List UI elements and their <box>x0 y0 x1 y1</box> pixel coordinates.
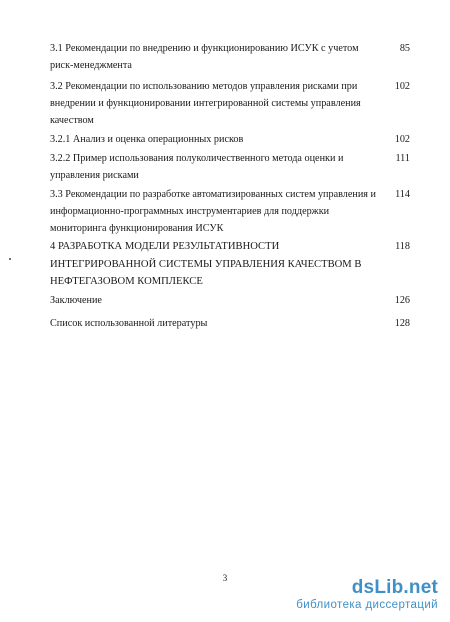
toc-entry-page: 118 <box>395 241 410 252</box>
toc-entry-line: информационно-программных инструментариев для поддержки <box>50 206 330 217</box>
toc-entry-page: 85 <box>399 43 410 54</box>
toc-entry-page: 128 <box>394 318 410 329</box>
toc-entry-chapter-4[interactable] <box>50 238 410 291</box>
toc-entry-conclusion[interactable] <box>50 292 410 309</box>
toc-entry-title <box>50 131 370 148</box>
margin-dot <box>9 258 11 260</box>
toc-entry-line: 3.2.2 Пример использования полуколичественного метода оценки и <box>50 153 344 164</box>
toc-entry-page: 126 <box>394 295 410 306</box>
toc-entry-line: ИНТЕГРИРОВАННОЙ СИСТЕМЫ УПРАВЛЕНИЯ КАЧЕСТВОМ В <box>50 258 362 270</box>
toc-entry-line: 3.2 Рекомендации по использованию методов управления рисками при <box>50 81 358 92</box>
toc-entry-3-2[interactable] <box>50 78 410 129</box>
toc-entry-title <box>50 186 376 237</box>
toc-entry-line: Заключение <box>50 295 102 306</box>
toc-entry-line: 3.3 Рекомендации по разработке автоматизированных систем управления и <box>50 189 376 200</box>
toc-entry-line: 3.1 Рекомендации по внедрению и функционированию ИСУК с учетом <box>50 43 359 54</box>
toc-entry-line: НЕФТЕГАЗОВОМ КОМПЛЕКСЕ <box>50 276 203 287</box>
toc-entry-title <box>50 78 370 129</box>
toc-entry-line: 4 РАЗРАБОТКА МОДЕЛИ РЕЗУЛЬТАТИВНОСТИ <box>50 241 280 252</box>
toc-entry-line: качеством <box>50 115 94 126</box>
toc-entry-3-1[interactable] <box>50 40 410 74</box>
toc-entry-page: 114 <box>395 189 410 200</box>
toc-entry-line: мониторинга функционирования ИСУК <box>50 223 224 234</box>
watermark-logo: dsLib.net <box>351 577 438 598</box>
toc-entry-3-2-1[interactable] <box>50 131 410 148</box>
page-number: 3 <box>222 573 228 583</box>
watermark-subtitle: библиотека диссертаций <box>296 599 438 611</box>
toc-entry-line: 3.2.1 Анализ и оценка операционных рисков <box>50 134 244 145</box>
toc-entry-title <box>50 238 370 291</box>
toc-entry-3-3[interactable] <box>50 186 410 237</box>
toc-entry-page: 102 <box>394 134 410 145</box>
toc-entry-title <box>50 40 370 74</box>
toc-entry-title <box>50 315 370 332</box>
watermark[interactable] <box>238 578 438 618</box>
toc-entry-line: управления рисками <box>50 170 139 181</box>
toc-entry-page: 111 <box>395 153 410 164</box>
toc-entry-title <box>50 150 370 184</box>
toc-entry-line: Список использованной литературы <box>50 318 208 329</box>
toc-entry-line: риск-менеджмента <box>50 60 132 71</box>
toc-entry-title <box>50 292 370 309</box>
toc-entry-references[interactable] <box>50 315 410 332</box>
toc-entry-line: внедрении и функционировании интегрированной системы управления <box>50 98 361 109</box>
toc-entry-page: 102 <box>394 81 410 92</box>
toc-entry-3-2-2[interactable] <box>50 150 410 184</box>
